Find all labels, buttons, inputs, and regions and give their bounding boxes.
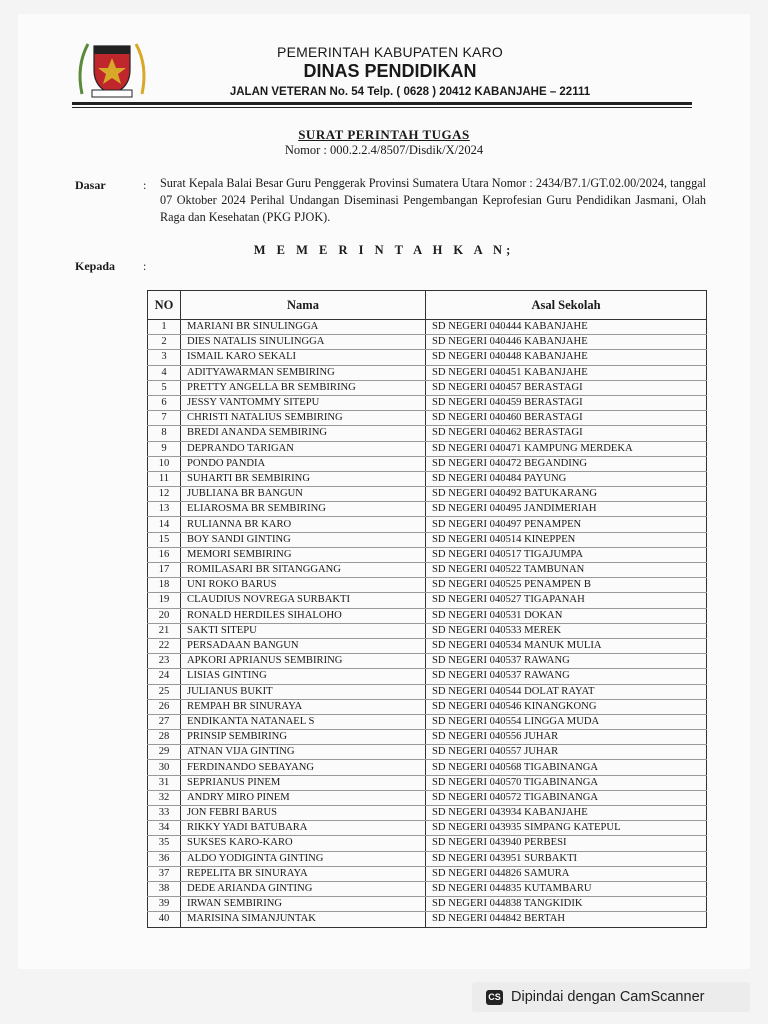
row-asal-sekolah: SD NEGERI 040568 TIGABINANGA	[426, 760, 707, 775]
row-asal-sekolah: SD NEGERI 040460 BERASTAGI	[426, 411, 707, 426]
row-nama: SUKSES KARO-KARO	[181, 836, 426, 851]
table-row	[148, 395, 707, 410]
row-nama: ANDRY MIRO PINEM	[181, 790, 426, 805]
row-nama: ENDIKANTA NATANAEL S	[181, 714, 426, 729]
row-nama: ISMAIL KARO SEKALI	[181, 350, 426, 365]
row-no: 16	[148, 547, 181, 562]
table-row	[148, 684, 707, 699]
table-row	[148, 669, 707, 684]
table-row	[148, 897, 707, 912]
row-no: 34	[148, 821, 181, 836]
row-no: 30	[148, 760, 181, 775]
table-row	[148, 623, 707, 638]
table-row	[148, 760, 707, 775]
row-asal-sekolah: SD NEGERI 040537 RAWANG	[426, 669, 707, 684]
table-row	[148, 563, 707, 578]
table-row	[148, 411, 707, 426]
row-no: 27	[148, 714, 181, 729]
row-nama: BOY SANDI GINTING	[181, 532, 426, 547]
row-no: 17	[148, 563, 181, 578]
row-no: 15	[148, 532, 181, 547]
row-asal-sekolah: SD NEGERI 044835 KUTAMBARU	[426, 881, 707, 896]
row-no: 7	[148, 411, 181, 426]
table-row	[148, 350, 707, 365]
row-nama: PONDO PANDIA	[181, 456, 426, 471]
row-no: 3	[148, 350, 181, 365]
row-nama: SUHARTI BR SEMBIRING	[181, 471, 426, 486]
row-asal-sekolah: SD NEGERI 040497 PENAMPEN	[426, 517, 707, 532]
header-asal-sekolah: Asal Sekolah	[426, 291, 707, 320]
table-row	[148, 456, 707, 471]
row-nama: ROMILASARI BR SITANGGANG	[181, 563, 426, 578]
row-no: 10	[148, 456, 181, 471]
table-row	[148, 320, 707, 335]
header-no: NO	[148, 291, 181, 320]
row-nama: JESSY VANTOMMY SITEPU	[181, 395, 426, 410]
dasar-colon: :	[143, 178, 147, 192]
row-nama: REPELITA BR SINURAYA	[181, 866, 426, 881]
dasar-label: Dasar	[75, 178, 106, 192]
row-asal-sekolah: SD NEGERI 044826 SAMURA	[426, 866, 707, 881]
row-asal-sekolah: SD NEGERI 040448 KABANJAHE	[426, 350, 707, 365]
row-asal-sekolah: SD NEGERI 040472 BEGANDING	[426, 456, 707, 471]
camscanner-watermark	[472, 982, 750, 1012]
table-row	[148, 730, 707, 745]
row-no: 19	[148, 593, 181, 608]
row-no: 6	[148, 395, 181, 410]
row-nama: UNI ROKO BARUS	[181, 578, 426, 593]
row-nama: JUBLIANA BR BANGUN	[181, 487, 426, 502]
row-asal-sekolah: SD NEGERI 040444 KABANJAHE	[426, 320, 707, 335]
table-header-row	[148, 291, 707, 320]
row-asal-sekolah: SD NEGERI 040492 BATUKARANG	[426, 487, 707, 502]
row-nama: CHRISTI NATALIUS SEMBIRING	[181, 411, 426, 426]
row-asal-sekolah: SD NEGERI 040471 KAMPUNG MERDEKA	[426, 441, 707, 456]
row-asal-sekolah: SD NEGERI 043935 SIMPANG KATEPUL	[426, 821, 707, 836]
row-nama: SEPRIANUS PINEM	[181, 775, 426, 790]
table-row	[148, 790, 707, 805]
row-nama: PRINSIP SEMBIRING	[181, 730, 426, 745]
row-no: 26	[148, 699, 181, 714]
camscanner-text: Dipindai dengan CamScanner	[511, 989, 705, 1005]
table-row	[148, 532, 707, 547]
row-nama: APKORI APRIANUS SEMBIRING	[181, 654, 426, 669]
row-no: 25	[148, 684, 181, 699]
row-nama: FERDINANDO SEBAYANG	[181, 760, 426, 775]
kepada-label: Kepada	[75, 259, 116, 273]
memerintahkan-heading: M E M E R I N T A H K A N;	[253, 243, 515, 257]
row-asal-sekolah: SD NEGERI 040531 DOKAN	[426, 608, 707, 623]
row-asal-sekolah: SD NEGERI 040517 TIGAJUMPA	[426, 547, 707, 562]
camscanner-icon: CS	[486, 990, 503, 1005]
table-row	[148, 775, 707, 790]
row-asal-sekolah: SD NEGERI 043951 SURBAKTI	[426, 851, 707, 866]
row-nama: DEPRANDO TARIGAN	[181, 441, 426, 456]
assignee-table	[147, 290, 707, 928]
table-row	[148, 745, 707, 760]
row-no: 20	[148, 608, 181, 623]
row-no: 38	[148, 881, 181, 896]
letterhead-agency: DINAS PENDIDIKAN	[303, 61, 477, 81]
row-asal-sekolah: SD NEGERI 040457 BERASTAGI	[426, 380, 707, 395]
row-nama: JON FEBRI BARUS	[181, 806, 426, 821]
row-nama: ALDO YODIGINTA GINTING	[181, 851, 426, 866]
letterhead-address: JALAN VETERAN No. 54 Telp. ( 0628 ) 20412 KABANJAHE – 22111	[229, 86, 591, 98]
letterhead	[150, 44, 630, 98]
table-row	[148, 699, 707, 714]
karo-regency-emblem	[74, 36, 150, 100]
row-no: 14	[148, 517, 181, 532]
table-row	[148, 487, 707, 502]
row-nama: IRWAN SEMBIRING	[181, 897, 426, 912]
row-asal-sekolah: SD NEGERI 040446 KABANJAHE	[426, 335, 707, 350]
kepada-colon: :	[143, 259, 147, 273]
table-row	[148, 821, 707, 836]
document-number: Nomor : 000.2.2.4/8507/Disdik/X/2024	[284, 143, 484, 157]
row-asal-sekolah: SD NEGERI 040556 JUHAR	[426, 730, 707, 745]
row-no: 4	[148, 365, 181, 380]
table-row	[148, 578, 707, 593]
header-nama: Nama	[181, 291, 426, 320]
row-nama: JULIANUS BUKIT	[181, 684, 426, 699]
table-row	[148, 608, 707, 623]
letterhead-government: PEMERINTAH KABUPATEN KARO	[277, 44, 503, 60]
table-row	[148, 441, 707, 456]
row-no: 18	[148, 578, 181, 593]
row-asal-sekolah: SD NEGERI 040533 MEREK	[426, 623, 707, 638]
row-asal-sekolah: SD NEGERI 040546 KINANGKONG	[426, 699, 707, 714]
row-asal-sekolah: SD NEGERI 040484 PAYUNG	[426, 471, 707, 486]
letterhead-divider-thin	[72, 107, 692, 108]
row-no: 21	[148, 623, 181, 638]
row-asal-sekolah: SD NEGERI 040451 KABANJAHE	[426, 365, 707, 380]
row-nama: RULIANNA BR KARO	[181, 517, 426, 532]
row-nama: ATNAN VIJA GINTING	[181, 745, 426, 760]
row-no: 12	[148, 487, 181, 502]
document-title: SURAT PERINTAH TUGAS	[298, 127, 470, 142]
row-no: 22	[148, 638, 181, 653]
row-no: 36	[148, 851, 181, 866]
table-row	[148, 547, 707, 562]
table-row	[148, 380, 707, 395]
row-no: 39	[148, 897, 181, 912]
row-asal-sekolah: SD NEGERI 040495 JANDIMERIAH	[426, 502, 707, 517]
row-asal-sekolah: SD NEGERI 040554 LINGGA MUDA	[426, 714, 707, 729]
row-nama: REMPAH BR SINURAYA	[181, 699, 426, 714]
row-asal-sekolah: SD NEGERI 040544 DOLAT RAYAT	[426, 684, 707, 699]
table-row	[148, 471, 707, 486]
row-no: 24	[148, 669, 181, 684]
row-nama: PERSADAAN BANGUN	[181, 638, 426, 653]
row-no: 32	[148, 790, 181, 805]
row-asal-sekolah: SD NEGERI 044842 BERTAH	[426, 912, 707, 927]
row-nama: PRETTY ANGELLA BR SEMBIRING	[181, 380, 426, 395]
row-no: 40	[148, 912, 181, 927]
row-nama: MARIANI BR SINULINGGA	[181, 320, 426, 335]
row-no: 11	[148, 471, 181, 486]
row-nama: ADITYAWARMAN SEMBIRING	[181, 365, 426, 380]
table-row	[148, 881, 707, 896]
row-no: 2	[148, 335, 181, 350]
row-nama: BREDI ANANDA SEMBIRING	[181, 426, 426, 441]
row-asal-sekolah: SD NEGERI 040522 TAMBUNAN	[426, 563, 707, 578]
row-no: 35	[148, 836, 181, 851]
table-row	[148, 851, 707, 866]
row-nama: MARISINA SIMANJUNTAK	[181, 912, 426, 927]
table-row	[148, 714, 707, 729]
table-row	[148, 806, 707, 821]
row-no: 9	[148, 441, 181, 456]
row-nama: CLAUDIUS NOVREGA SURBAKTI	[181, 593, 426, 608]
row-no: 29	[148, 745, 181, 760]
table-row	[148, 836, 707, 851]
table-row	[148, 638, 707, 653]
row-nama: SAKTI SITEPU	[181, 623, 426, 638]
table-row	[148, 502, 707, 517]
row-asal-sekolah: SD NEGERI 040462 BERASTAGI	[426, 426, 707, 441]
table-row	[148, 335, 707, 350]
row-asal-sekolah: SD NEGERI 043934 KABANJAHE	[426, 806, 707, 821]
row-no: 1	[148, 320, 181, 335]
row-nama: RONALD HERDILES SIHALOHO	[181, 608, 426, 623]
row-asal-sekolah: SD NEGERI 044838 TANGKIDIK	[426, 897, 707, 912]
row-no: 5	[148, 380, 181, 395]
row-nama: DEDE ARIANDA GINTING	[181, 881, 426, 896]
dasar-text: Surat Kepala Balai Besar Guru Penggerak Provinsi Sumatera Utara Nomor : 2434/B7.1/GT.02.00/2024, tanggal 07 Oktober 2024 Perihal Undangan Diseminasi Pengembangan Keprofesian Guru Pendidikan Jasmani, Olah Raga dan Kesehatan (PKG PJOK).	[160, 176, 706, 224]
table-row	[148, 426, 707, 441]
row-no: 23	[148, 654, 181, 669]
row-asal-sekolah: SD NEGERI 040459 BERASTAGI	[426, 395, 707, 410]
row-asal-sekolah: SD NEGERI 040534 MANUK MULIA	[426, 638, 707, 653]
row-asal-sekolah: SD NEGERI 040527 TIGAPANAH	[426, 593, 707, 608]
row-asal-sekolah: SD NEGERI 040537 RAWANG	[426, 654, 707, 669]
table-row	[148, 365, 707, 380]
row-asal-sekolah: SD NEGERI 040525 PENAMPEN B	[426, 578, 707, 593]
table-row	[148, 593, 707, 608]
row-no: 8	[148, 426, 181, 441]
row-asal-sekolah: SD NEGERI 040572 TIGABINANGA	[426, 790, 707, 805]
letterhead-divider	[72, 102, 692, 105]
row-nama: LISIAS GINTING	[181, 669, 426, 684]
row-asal-sekolah: SD NEGERI 040514 KINEPPEN	[426, 532, 707, 547]
table-row	[148, 866, 707, 881]
row-no: 28	[148, 730, 181, 745]
row-nama: DIES NATALIS SINULINGGA	[181, 335, 426, 350]
row-no: 37	[148, 866, 181, 881]
table-row	[148, 654, 707, 669]
row-no: 31	[148, 775, 181, 790]
row-nama: MEMORI SEMBIRING	[181, 547, 426, 562]
row-no: 33	[148, 806, 181, 821]
table-row	[148, 912, 707, 927]
row-asal-sekolah: SD NEGERI 043940 PERBESI	[426, 836, 707, 851]
table-body	[148, 320, 707, 928]
row-asal-sekolah: SD NEGERI 040570 TIGABINANGA	[426, 775, 707, 790]
table-row	[148, 517, 707, 532]
row-nama: ELIAROSMA BR SEMBIRING	[181, 502, 426, 517]
row-no: 13	[148, 502, 181, 517]
row-nama: RIKKY YADI BATUBARA	[181, 821, 426, 836]
row-asal-sekolah: SD NEGERI 040557 JUHAR	[426, 745, 707, 760]
